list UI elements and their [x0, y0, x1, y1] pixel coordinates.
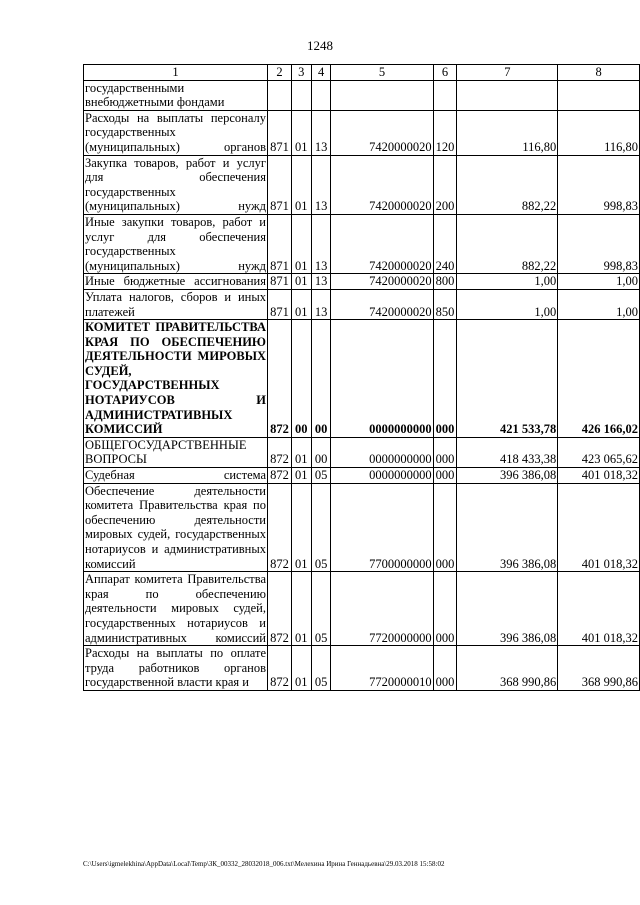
cell-target-item-code: 7720000010 — [331, 646, 433, 691]
column-header: 2 — [268, 65, 292, 81]
cell-amount-year-2: 401 018,32 — [558, 468, 640, 484]
cell-target-item-code: 0000000000 — [331, 320, 433, 438]
cell-department-code: 872 — [268, 572, 292, 646]
column-header: 5 — [331, 65, 433, 81]
cell-section-code: 01 — [291, 437, 311, 467]
cell-department-code: 872 — [268, 320, 292, 438]
cell-amount-year-1: 882,22 — [457, 214, 558, 273]
cell-section-code — [291, 80, 311, 110]
row-description: Аппарат комитета Правительства края по обеспечению деятельности мировых судей, государственных нотариусов и административных комиссий — [85, 572, 266, 645]
column-header: 1 — [84, 65, 268, 81]
cell-target-item-code: 7420000020 — [331, 110, 433, 155]
table-row — [84, 468, 640, 484]
cell-department-code: 871 — [268, 274, 292, 290]
cell-subsection-code: 13 — [311, 155, 331, 214]
cell-subsection-code: 05 — [311, 483, 331, 572]
cell-amount-year-2: 368 990,86 — [558, 646, 640, 691]
cell-amount-year-1: 396 386,08 — [457, 483, 558, 572]
column-header: 3 — [291, 65, 311, 81]
cell-department-code: 872 — [268, 437, 292, 467]
cell-amount-year-1: 1,00 — [457, 289, 558, 319]
cell-department-code: 871 — [268, 110, 292, 155]
cell-target-item-code: 7420000020 — [331, 274, 433, 290]
file-path-footer: C:\Users\igmelekhina\AppData\Local\Temp\ЗК_00332_28032018_006.txt\Мелехина Ирина Геннадьевна\29.03.2018 15:58:02 — [83, 860, 445, 868]
row-description: Уплата налогов, сборов и иных платежей — [85, 289, 266, 319]
cell-section-code: 01 — [291, 110, 311, 155]
cell-amount-year-2: 1,00 — [558, 274, 640, 290]
cell-subsection-code: 13 — [311, 214, 331, 273]
cell-expense-type-code: 000 — [433, 320, 457, 438]
table-row — [84, 320, 640, 438]
row-description: КОМИТЕТ ПРАВИТЕЛЬСТВА КРАЯ ПО ОБЕСПЕЧЕНИЮ ДЕЯТЕЛЬНОСТИ МИРОВЫХ СУДЕЙ, ГОСУДАРСТВЕННЫХ НОТАРИУСОВ И АДМИНИСТРАТИВНЫХ КОМИССИЙ — [85, 320, 266, 437]
cell-expense-type-code: 000 — [433, 646, 457, 691]
cell-section-code: 01 — [291, 572, 311, 646]
row-description: Иные бюджетные ассигнования — [85, 274, 266, 289]
cell-section-code: 01 — [291, 289, 311, 319]
table-row — [84, 214, 640, 273]
cell-amount-year-1: 882,22 — [457, 155, 558, 214]
cell-expense-type-code: 120 — [433, 110, 457, 155]
cell-target-item-code: 7720000000 — [331, 572, 433, 646]
header-row — [84, 65, 640, 81]
row-description: Закупка товаров, работ и услуг для обеспечения государственных (муниципальных) нужд — [85, 155, 266, 214]
row-description: Иные закупки товаров, работ и услуг для обеспечения государственных (муниципальных) нужд — [85, 214, 266, 273]
table-row — [84, 572, 640, 646]
row-description: государственными внебюджетными фондами — [84, 80, 268, 110]
table-row — [84, 80, 640, 110]
cell-section-code: 01 — [291, 274, 311, 290]
cell-expense-type-code: 240 — [433, 214, 457, 273]
cell-target-item-code: 7420000020 — [331, 214, 433, 273]
cell-section-code: 01 — [291, 646, 311, 691]
column-header: 8 — [558, 65, 640, 81]
table-row — [84, 437, 640, 467]
cell-amount-year-2: 998,83 — [558, 155, 640, 214]
cell-expense-type-code: 000 — [433, 572, 457, 646]
cell-amount-year-2: 423 065,62 — [558, 437, 640, 467]
cell-target-item-code — [331, 80, 433, 110]
cell-section-code: 01 — [291, 155, 311, 214]
cell-amount-year-2: 426 166,02 — [558, 320, 640, 438]
column-header: 7 — [457, 65, 558, 81]
row-description: Расходы на выплаты персоналу государственных (муниципальных) органов — [85, 110, 266, 154]
cell-expense-type-code: 800 — [433, 274, 457, 290]
cell-section-code: 01 — [291, 468, 311, 484]
cell-expense-type-code: 850 — [433, 289, 457, 319]
column-header: 6 — [433, 65, 457, 81]
cell-subsection-code: 13 — [311, 110, 331, 155]
cell-amount-year-1: 396 386,08 — [457, 572, 558, 646]
cell-expense-type-code: 000 — [433, 437, 457, 467]
cell-subsection-code: 13 — [311, 274, 331, 290]
cell-expense-type-code: 000 — [433, 483, 457, 572]
budget-table — [83, 64, 640, 691]
row-description: Обеспечение деятельности комитета Правительства края по обеспечению деятельности мировых судей, государственных нотариусов и административных комиссий — [85, 483, 266, 571]
column-header: 4 — [311, 65, 331, 81]
cell-amount-year-1 — [457, 80, 558, 110]
cell-amount-year-2: 1,00 — [558, 289, 640, 319]
cell-subsection-code: 05 — [311, 468, 331, 484]
cell-department-code: 872 — [268, 468, 292, 484]
cell-section-code: 00 — [291, 320, 311, 438]
cell-amount-year-1: 1,00 — [457, 274, 558, 290]
table-row — [84, 483, 640, 572]
cell-department-code: 872 — [268, 483, 292, 572]
cell-department-code: 871 — [268, 214, 292, 273]
cell-subsection-code: 13 — [311, 289, 331, 319]
cell-amount-year-2: 116,80 — [558, 110, 640, 155]
cell-department-code — [268, 80, 292, 110]
cell-subsection-code — [311, 80, 331, 110]
cell-subsection-code: 05 — [311, 572, 331, 646]
cell-amount-year-1: 116,80 — [457, 110, 558, 155]
cell-expense-type-code: 000 — [433, 468, 457, 484]
cell-department-code: 871 — [268, 289, 292, 319]
cell-amount-year-1: 368 990,86 — [457, 646, 558, 691]
cell-department-code: 871 — [268, 155, 292, 214]
cell-amount-year-1: 396 386,08 — [457, 468, 558, 484]
cell-amount-year-1: 418 433,38 — [457, 437, 558, 467]
cell-target-item-code: 0000000000 — [331, 468, 433, 484]
table-row — [84, 274, 640, 290]
cell-section-code: 01 — [291, 214, 311, 273]
cell-target-item-code: 7420000020 — [331, 289, 433, 319]
cell-amount-year-1: 421 533,78 — [457, 320, 558, 438]
table-row — [84, 155, 640, 214]
cell-department-code: 872 — [268, 646, 292, 691]
cell-amount-year-2: 998,83 — [558, 214, 640, 273]
row-description: Судебная система — [85, 468, 266, 483]
page-number: 1248 — [307, 38, 333, 53]
cell-section-code: 01 — [291, 483, 311, 572]
cell-subsection-code: 00 — [311, 437, 331, 467]
row-description: ОБЩЕГОСУДАРСТВЕННЫЕ ВОПРОСЫ — [84, 437, 268, 467]
cell-target-item-code: 7700000000 — [331, 483, 433, 572]
cell-target-item-code: 7420000020 — [331, 155, 433, 214]
cell-amount-year-2: 401 018,32 — [558, 572, 640, 646]
row-description: Расходы на выплаты по оплате труда работников органов государственной власти края и — [85, 646, 266, 690]
cell-target-item-code: 0000000000 — [331, 437, 433, 467]
cell-subsection-code: 05 — [311, 646, 331, 691]
table-row — [84, 110, 640, 155]
cell-expense-type-code: 200 — [433, 155, 457, 214]
cell-expense-type-code — [433, 80, 457, 110]
cell-subsection-code: 00 — [311, 320, 331, 438]
table-row — [84, 289, 640, 319]
cell-amount-year-2 — [558, 80, 640, 110]
table-row — [84, 646, 640, 691]
cell-amount-year-2: 401 018,32 — [558, 483, 640, 572]
